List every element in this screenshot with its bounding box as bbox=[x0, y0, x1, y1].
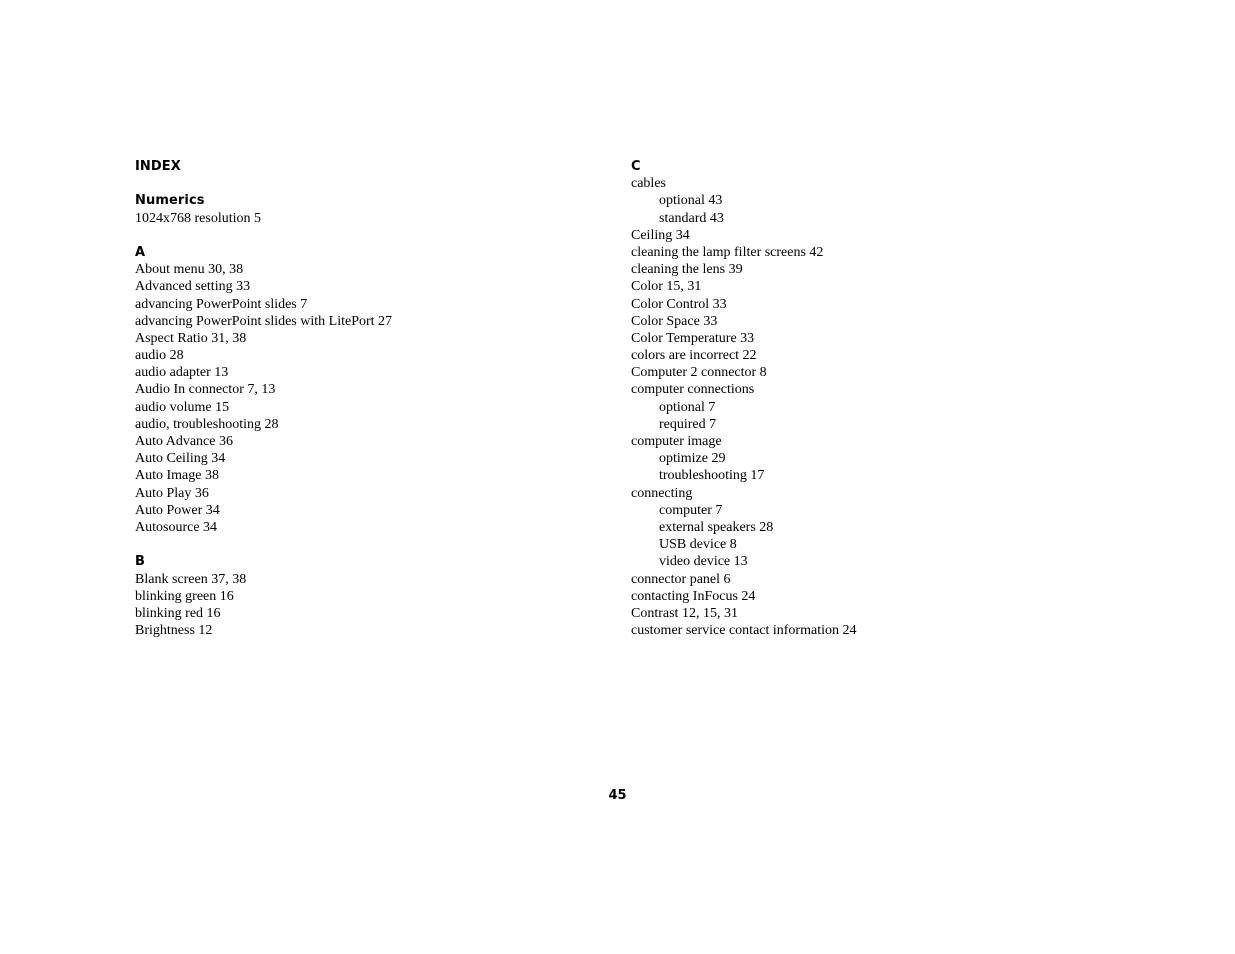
index-entry: advancing PowerPoint slides with LitePort 27 bbox=[135, 313, 393, 329]
index-subentry: external speakers 28 bbox=[659, 519, 774, 535]
index-entry: Audio In connector 7, 13 bbox=[135, 382, 276, 398]
spacer bbox=[135, 227, 605, 244]
index-entry: 1024x768 resolution 5 bbox=[135, 210, 261, 226]
index-heading: B bbox=[135, 554, 146, 570]
index-entry: customer service contact information 24 bbox=[631, 623, 857, 639]
index-entry: computer connections bbox=[631, 382, 755, 398]
index-subentry: standard 43 bbox=[659, 210, 724, 226]
index-entry: Auto Power 34 bbox=[135, 502, 220, 518]
index-entry: Auto Play 36 bbox=[135, 485, 209, 501]
index-subentry: optimize 29 bbox=[659, 451, 726, 467]
index-entry: blinking green 16 bbox=[135, 588, 234, 604]
index-subentry: optional 7 bbox=[659, 399, 716, 415]
index-heading: A bbox=[135, 244, 146, 260]
index-heading: Numerics bbox=[135, 193, 205, 209]
index-entry: cleaning the lens 39 bbox=[631, 262, 743, 278]
spacer bbox=[135, 536, 605, 553]
index-entry: advancing PowerPoint slides 7 bbox=[135, 296, 308, 312]
index-column-right bbox=[631, 158, 1151, 639]
index-entry: Autosource 34 bbox=[135, 519, 218, 535]
index-entry: Brightness 12 bbox=[135, 623, 213, 639]
index-subentry: troubleshooting 17 bbox=[659, 468, 765, 484]
index-entry: contacting InFocus 24 bbox=[631, 588, 756, 604]
index-entry: Advanced setting 33 bbox=[135, 279, 251, 295]
index-subentry: optional 43 bbox=[659, 193, 723, 209]
index-entry: Auto Ceiling 34 bbox=[135, 451, 226, 467]
index-entry: audio adapter 13 bbox=[135, 365, 229, 381]
index-entry: Aspect Ratio 31, 38 bbox=[135, 330, 247, 346]
index-entry: Auto Advance 36 bbox=[135, 434, 233, 449]
index-subentry: video device 13 bbox=[659, 554, 748, 570]
index-entry: Color Temperature 33 bbox=[631, 330, 755, 346]
index-entry: cables bbox=[631, 176, 666, 192]
index-entry: connecting bbox=[631, 485, 693, 501]
index-entry: Color Control 33 bbox=[631, 296, 727, 312]
page-number: 45 bbox=[608, 788, 627, 803]
index-entry: Ceiling 34 bbox=[631, 227, 690, 243]
index-heading: C bbox=[631, 159, 641, 174]
index-entry: Color Space 33 bbox=[631, 313, 718, 329]
index-entry: Blank screen 37, 38 bbox=[135, 571, 247, 587]
index-subentry: computer 7 bbox=[659, 502, 723, 518]
index-entry: About menu 30, 38 bbox=[135, 262, 244, 278]
index-entry: computer image bbox=[631, 434, 722, 449]
index-subentry: required 7 bbox=[659, 416, 717, 432]
index-entry: blinking red 16 bbox=[135, 605, 221, 621]
index-entry: cleaning the lamp filter screens 42 bbox=[631, 244, 824, 260]
index-entry: connector panel 6 bbox=[631, 571, 731, 587]
index-subentry: USB device 8 bbox=[659, 537, 737, 553]
spacer bbox=[135, 175, 605, 192]
index-entry: Color 15, 31 bbox=[631, 279, 702, 295]
index-entry: audio, troubleshooting 28 bbox=[135, 416, 279, 432]
index-entry: audio 28 bbox=[135, 348, 184, 364]
index-entry: Auto Image 38 bbox=[135, 468, 219, 484]
index-entry: colors are incorrect 22 bbox=[631, 348, 757, 364]
index-entry: audio volume 15 bbox=[135, 399, 230, 415]
index-entry: Contrast 12, 15, 31 bbox=[631, 605, 738, 621]
index-heading: INDEX bbox=[135, 159, 181, 174]
index-entry: Computer 2 connector 8 bbox=[631, 365, 767, 381]
index-column-left bbox=[135, 158, 605, 639]
